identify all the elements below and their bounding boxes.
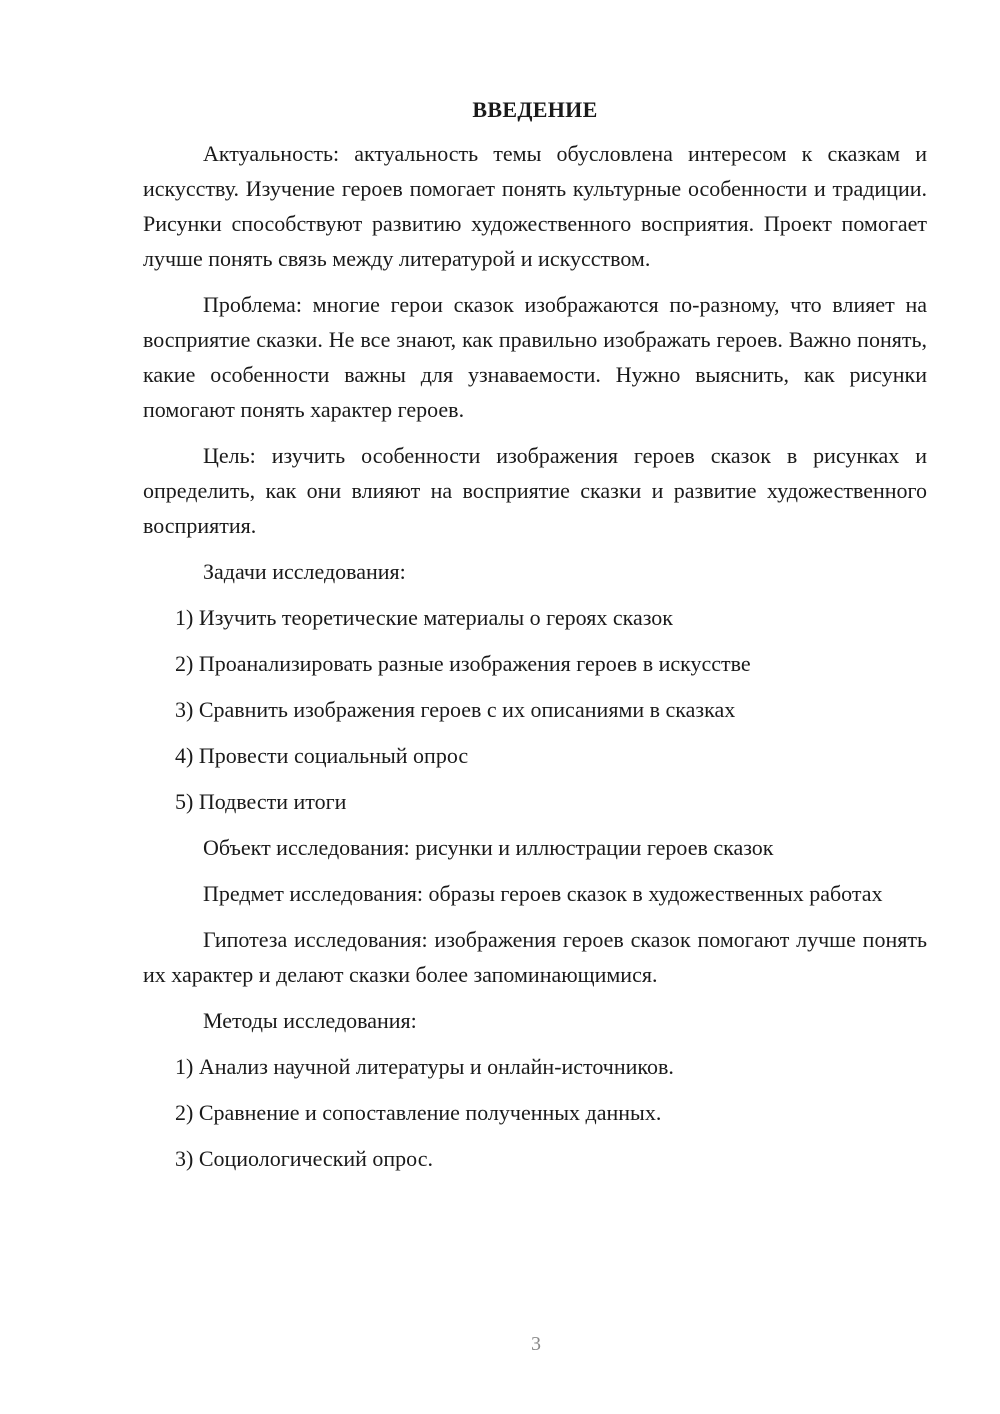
method-item: 2) Сравнение и сопоставление полученных данных.: [175, 1100, 662, 1125]
problem-paragraph: Проблема: многие герои сказок изображаются по-разному, что влияет на восприятие сказки. Не все знают, как правильно изображать героев. Важно понять, какие особенности важны для узнаваемости. Нужно выяснить, как рисунки помогают понять характер героев.: [143, 292, 927, 422]
task-item: 1) Изучить теоретические материалы о героях сказок: [175, 605, 673, 630]
tasks-title: Задачи исследования:: [203, 559, 406, 584]
task-item: 4) Провести социальный опрос: [175, 743, 469, 768]
relevance-paragraph: Актуальность: актуальность темы обусловлена интересом к сказкам и искусству. Изучение героев помогает понять культурные особенности и традиции. Рисунки способствуют развитию художественного восприятия. Проект помогает лучше понять связь между литературой и искусством.: [143, 141, 927, 271]
methods-title: Методы исследования:: [203, 1008, 417, 1033]
section-heading: ВВЕДЕНИЕ: [472, 97, 598, 122]
object-paragraph: Объект исследования: рисунки и иллюстрации героев сказок: [203, 835, 774, 860]
method-item: 1) Анализ научной литературы и онлайн-источников.: [175, 1054, 674, 1079]
hypothesis-paragraph: Гипотеза исследования: изображения героев сказок помогают лучше понять их характер и делают сказки более запоминающимися.: [143, 927, 927, 987]
method-item: 3) Социологический опрос.: [175, 1146, 433, 1171]
task-item: 5) Подвести итоги: [175, 789, 347, 814]
task-item: 3) Сравнить изображения героев с их описаниями в сказках: [175, 697, 736, 722]
page-number: 3: [531, 1333, 541, 1355]
text-column: [143, 94, 927, 1187]
task-item: 2) Проанализировать разные изображения героев в искусстве: [175, 651, 751, 676]
goal-paragraph: Цель: изучить особенности изображения героев сказок в рисунках и определить, как они влияют на восприятие сказки и развитие художественного восприятия.: [143, 443, 927, 538]
subject-paragraph: Предмет исследования: образы героев сказок в художественных работах: [203, 881, 883, 906]
